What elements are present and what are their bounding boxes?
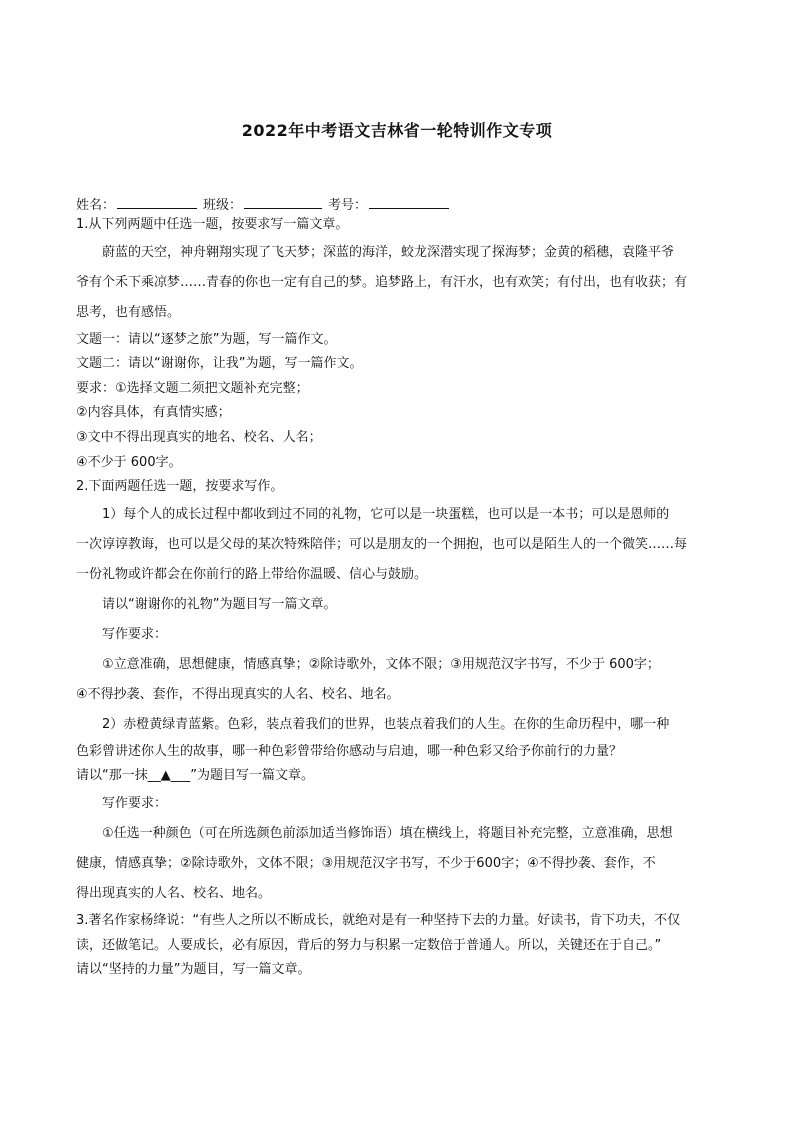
q1-requirements: [76, 377, 718, 475]
q2-option-one-req-label: 写作要求：: [102, 626, 168, 642]
q3-line: 3.著名作家杨绛说：“有些人之所以不断成长，就绝对是有一种坚持下去的力量。好读书，肯下功夫，不仅: [76, 912, 681, 928]
q1-topic-two: 文题二：请以“谢谢你，让我”为题，写一篇作文。: [76, 356, 363, 372]
q2-option-two-req-label: 写作要求：: [102, 795, 168, 811]
q1-requirement: ③文中不得出现真实的地名、校名、人名；: [76, 429, 322, 445]
q2-option-one-prompt: 请以“谢谢你的礼物”为题目写一篇文章。: [102, 596, 337, 612]
student-info-row: [76, 188, 718, 213]
q1-intro: 1.从下列两题中任选一题，按要求写一篇文章。: [76, 217, 349, 232]
q3-line: 请以“坚持的力量”为题目，写一篇文章。: [76, 962, 311, 978]
q2-intro: 2.下面两题任选一题，按要求写作。: [76, 479, 284, 495]
exam-number-blank: [369, 194, 449, 209]
q1-passage-line: 蔚蓝的天空，神舟翱翔实现了飞天梦；深蓝的海洋，蛟龙深潜实现了探海梦；金黄的稻穗，袁隆平爷: [102, 244, 675, 260]
class-blank: [244, 194, 322, 209]
document-title: 2022年中考语文吉林省一轮特训作文专项: [241, 121, 553, 140]
q2-option-two-req-line: ①任选一种颜色（可在所选颜色前添加适当修饰语）填在横线上，将题目补充完整，立意准确，思想: [102, 825, 673, 841]
q2-option-two: [76, 710, 718, 909]
q1-requirement: ④不少于 600字。: [76, 454, 182, 470]
class-label: 班级：: [203, 198, 243, 213]
q2-option-one-req-line: ①立意准确，思想健康，情感真挚；②除诗歌外，文体不限；③用规范汉字书写，不少于 600字；: [102, 656, 660, 672]
q2-option-one-line: 1）每个人的成长过程中都收到过不同的礼物，它可以是一块蛋糕，也可以是一本书；可以是恩师的: [102, 506, 670, 522]
q2-option-two-req-line: 健康，情感真挚；②除诗歌外，文体不限；③用规范汉字书写，不少于600字；④不得抄袭、套作，不: [76, 855, 656, 871]
q2-option-one-req-line: ④不得抄袭、套作，不得出现真实的人名、校名、地名。: [76, 686, 400, 702]
q1-passage-line: 爷有个禾下乘凉梦……青春的你也一定有自己的梦。追梦路上，有汗水，也有欢笑；有付出，也有收获；有: [76, 274, 688, 290]
name-blank: [117, 194, 197, 209]
q2-option-two-req-line: 得出现真实的人名、校名、地名。: [76, 885, 272, 901]
q1-passage-line: 思考，也有感悟。: [76, 304, 181, 320]
q2-option-two-line: 色彩曾讲述你人生的故事，哪一种色彩曾带给你感动与启迪，哪一种色彩又给予你前行的力量？: [76, 743, 623, 759]
q1-requirement: 要求：①选择文题二须把文题补充完整；: [76, 380, 309, 396]
exam-number-label: 考号：: [328, 198, 368, 213]
q1-passage: [76, 238, 718, 328]
q3-line: 读，还做笔记。人要成长，必有原因，背后的努力与积累一定数倍于普通人。所以，关键还在于自己。”: [76, 937, 662, 953]
name-label: 姓名：: [76, 198, 116, 213]
q2-option-one-line: 一份礼物或许都会在你前行的路上带给你温暖、信心与鼓励。: [76, 566, 428, 582]
q2-option-one-line: 一次谆谆教诲，也可以是父母的某次特殊陪伴；可以是朋友的一个拥抱，也可以是陌生人的一个微笑……每: [76, 536, 688, 552]
q1-topic-one: 文题一：请以“逐梦之旅”为题，写一篇作文。: [76, 331, 337, 347]
q1-requirement: ②内容具体，有真情实感；: [76, 405, 231, 421]
q3-section: [76, 909, 718, 983]
q2-option-two-prompt: 请以“那一抹__▲___”为题目写一篇文章。: [76, 768, 314, 784]
q2-option-one: [76, 500, 718, 710]
document-body: [76, 188, 718, 983]
q2-option-two-line: 2）赤橙黄绿青蓝紫。色彩，装点着我们的世界，也装点着我们的人生。在你的生命历程中，哪一种: [102, 716, 670, 732]
